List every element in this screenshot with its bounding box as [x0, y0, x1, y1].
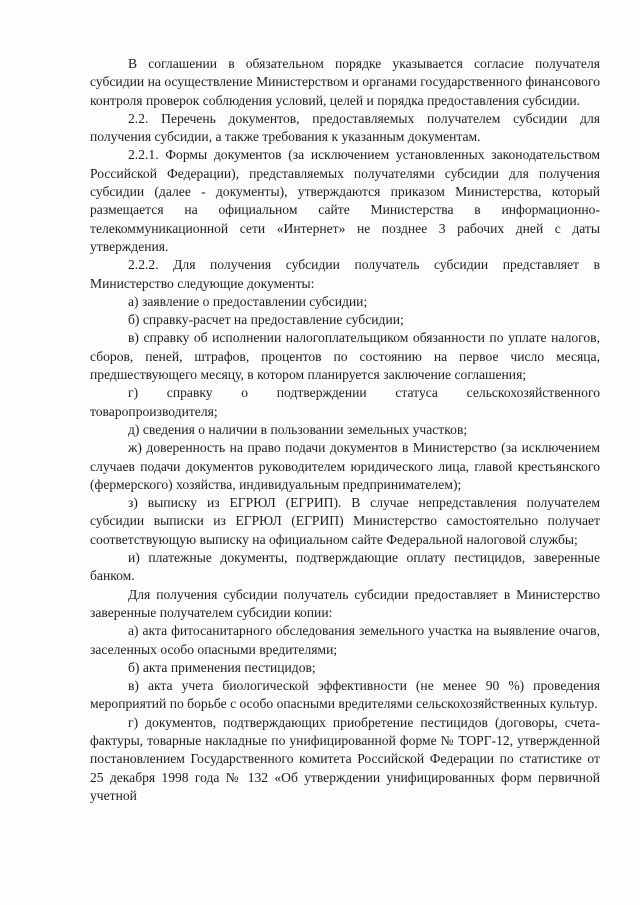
paragraph-2-2: 2.2. Перечень документов, предоставляемых получателем субсидии для получения субсидии, а также требования к указанным документам.	[90, 110, 600, 145]
paragraph-consent: В соглашении в обязательном порядке указывается согласие получателя субсидии на осуществление Министерством и органами государственного финансового контроля проверок соблюдения условий, целей и порядка предоставления субсидии.	[90, 56, 600, 108]
list-item-g: г) справку о подтверждении статуса сельскохозяйственного товаропроизводителя;	[90, 385, 600, 419]
list-item-z: з) выписку из ЕГРЮЛ (ЕГРИП). В случае непредставления получателем субсидии выписки из ЕГРЮЛ (ЕГРИП) Министерство самостоятельно получает соответствующую выписку на официальном сайте Федеральной налоговой службы;	[90, 495, 600, 547]
document-body	[90, 55, 600, 805]
copy-item-v: в) акта учета биологической эффективности (не менее 90 %) проведения мероприятий по борьбе с особо опасными вредителями сельскохозяйственных культур.	[90, 678, 600, 712]
copy-item-g: г) документов, подтверждающих приобретение пестицидов (договоры, счета-фактуры, товарные накладные по унифицированной форме № ТОРГ-12, утвержденной постановлением Государственного комитета Российской Федерации по статистике от 25 декабря 1998 года № 132 «Об утверждении унифицированных форм первичной учетной	[90, 714, 600, 803]
copy-item-b: б) акта применения пестицидов;	[128, 659, 316, 675]
list-item-a: а) заявление о предоставлении субсидии;	[128, 293, 368, 309]
list-item-i: и) платежные документы, подтверждающие оплату пестицидов, заверенные банком.	[90, 550, 600, 584]
paragraph-copies: Для получения субсидии получатель субсидии предоставляет в Министерство заверенные получателем субсидии копии:	[90, 586, 600, 620]
list-item-v: в) справку об исполнении налогоплательщиком обязанности по уплате налогов, сборов, пеней, штрафов, процентов по состоянию на первое число месяца, предшествующего месяцу, в котором планируется заключение соглашения;	[90, 330, 600, 383]
list-item-zh: ж) доверенность на право подачи документов в Министерство (за исключением случаев подачи документов руководителем юридического лица, главой крестьянского (фермерского) хозяйства, индивидуальным предпринимателем);	[90, 440, 600, 492]
list-item-b: б) справку-расчет на предоставление субсидии;	[128, 312, 404, 328]
paragraph-2-2-1: 2.2.1. Формы документов (за исключением установленных законодательством Российской Федерации), представляемых получателями субсидии для получения субсидии (далее - документы), утверждаются приказом Министерства, который размещается на официальном сайте Министерства в информационно-телекоммуникационной сети «Интернет» не позднее 3 рабочих дней с даты утверждения.	[90, 147, 600, 254]
copy-item-a: а) акта фитосанитарного обследования земельного участка на выявление очагов, заселенных особо опасными вредителями;	[90, 623, 600, 657]
list-item-d: д) сведения о наличии в пользовании земельных участков;	[128, 421, 468, 437]
paragraph-2-2-2: 2.2.2. Для получения субсидии получатель субсидии представляет в Министерство следующие документы:	[90, 257, 600, 291]
